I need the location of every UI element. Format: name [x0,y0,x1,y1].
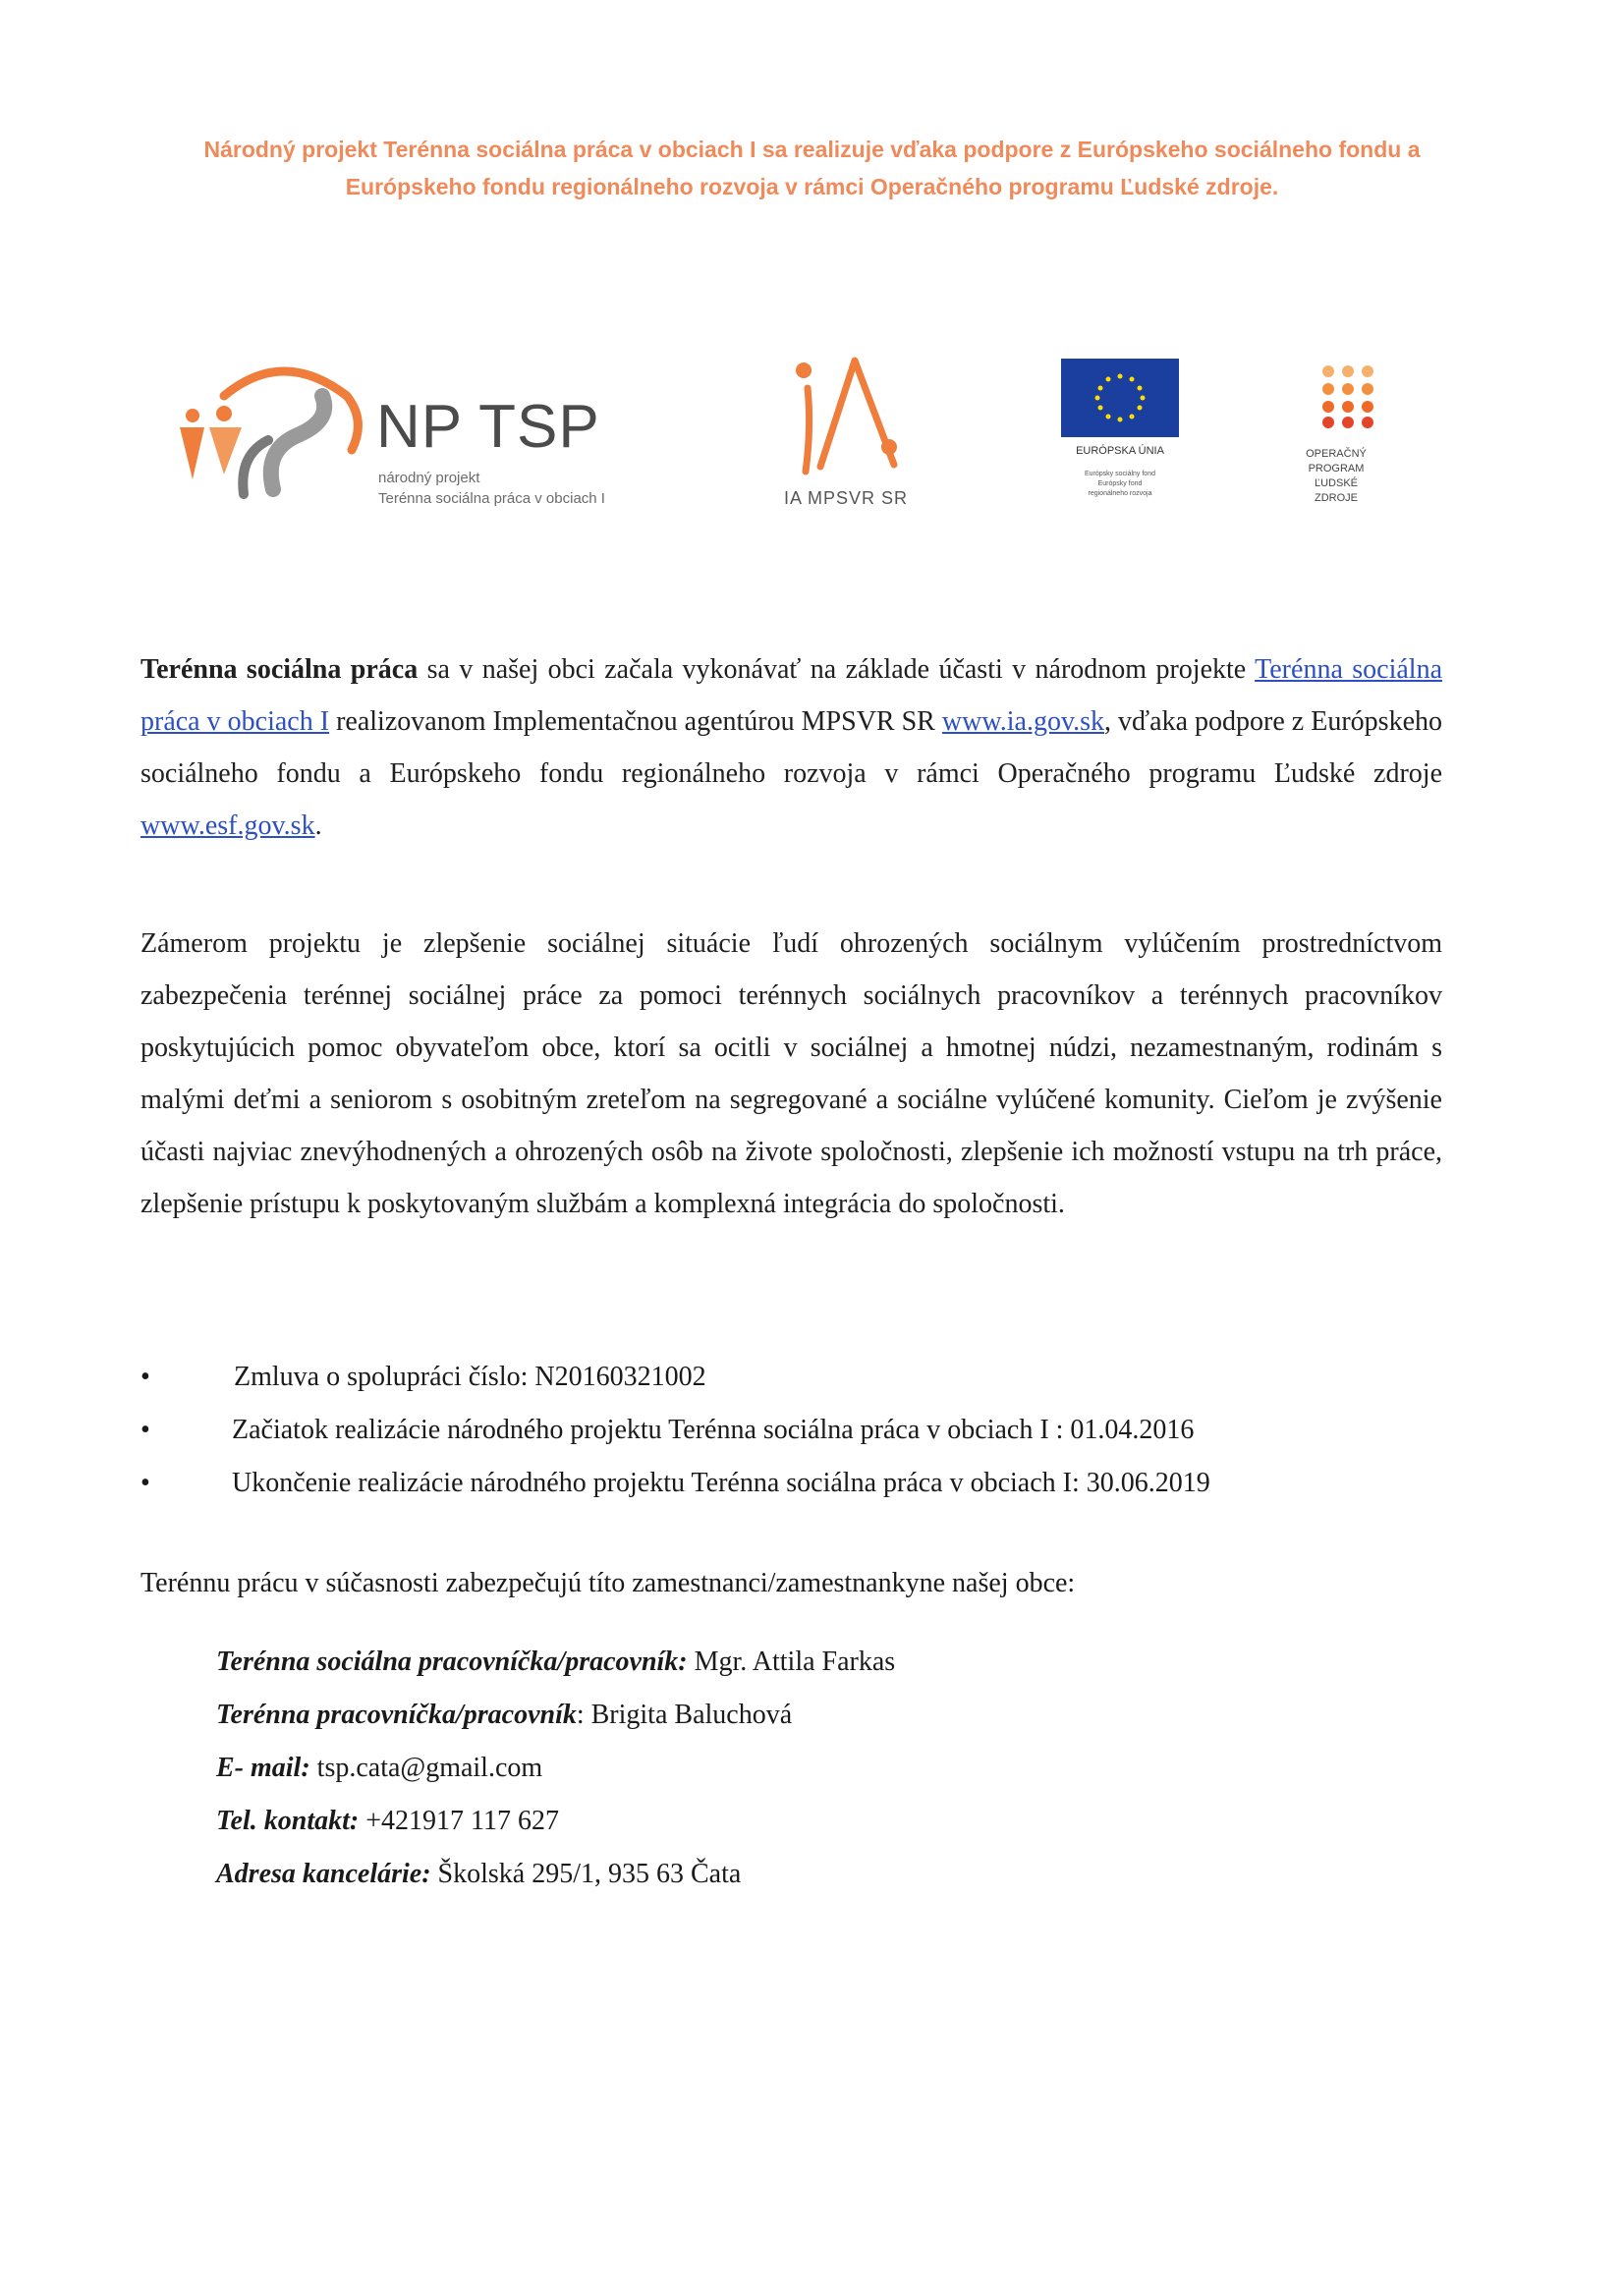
op-ludske-zdroje-logo [1297,363,1395,521]
opz-label-line: ZDROJE [1315,492,1358,504]
ia-mpsvr-emblem-icon [786,349,914,481]
staff-label: E- mail: [216,1753,310,1783]
staff-value: tsp.cata@gmail.com [309,1753,543,1783]
staff-intro: Terénnu prácu v súčasnosti zabezpečujú títo zamestnanci/zamestnankyne našej obce: [140,1568,1076,1598]
staff-value: Mgr. Attila Farkas [687,1647,896,1677]
eu-flag-icon [1061,359,1179,437]
project-link[interactable]: Terénna sociálna práca v obciach I [140,654,1442,737]
staff-office-address [216,1848,895,1901]
logo-row [0,349,1624,526]
aim-paragraph: Zámerom projektu je zlepšenie sociálnej situácie ľudí ohrozených sociálnym vylúčením prostredníctvom zabezpečenia terénnej sociálnej práce za pomoci terénnych sociálnych pracovníkov a terénnych pracovníkov poskytujúcich pomoc obyvateľom obce, ktorí sa ocitli v sociálnej a hmotnej núdzi, nezamestnaným, rodinám s malými deťmi a seniorom s osobitným zreteľom na segregované a sociálne vylúčené komunity. Cieľom je zvýšenie účasti najviac znevýhodnených a ohrozených osôb na živote spoločnosti, zlepšenie ich možností vstupu na trh práce, zlepšenie prístupu k poskytovaným službám a komplexná integrácia do spoločnosti. [140,928,1442,1219]
list-item [140,1351,1418,1404]
ia-mpsvr-label: IA MPSVR SR [784,488,909,508]
esf-gov-link[interactable]: www.esf.gov.sk [140,810,315,841]
op-ludske-zdroje-dots-icon [1318,363,1377,434]
project-end: Ukončenie realizácie národného projektu Terénna sociálna práca v obciach I: 30.06.2019 [232,1468,1210,1498]
intro-text-4: . [314,810,322,841]
staff-label: Adresa kancelárie: [216,1859,431,1889]
opz-label-line: PROGRAM [1308,463,1365,475]
project-start: Začiatok realizácie národného projektu Terénna sociálna práca v obciach I : 01.04.2016 [232,1415,1195,1445]
nptsp-subtitle-1: národný projekt [378,470,480,486]
eu-subtitle-line: Európsky sociálny fond [1085,471,1155,477]
opz-label-line: ĽUDSKÉ [1314,477,1359,489]
staff-value: +421917 117 627 [359,1806,559,1836]
staff-phone [216,1795,895,1848]
nptsp-logo [165,357,617,507]
intro-paragraph [140,643,1442,852]
project-funding-note: Národný projekt Terénna sociálna práca v obciach I sa realizuje vďaka podpore z Európskeho sociálneho fondu a Európskeho fondu regionálneho rozvoja v rámci Operačného programu Ľudské zdroje. [203,137,1421,199]
ia-gov-link[interactable]: www.ia.gov.sk [941,706,1105,737]
bullet-icon: • [140,1415,150,1445]
list-item [140,1457,1418,1510]
facts-list [140,1351,1418,1510]
eu-logo [1056,359,1194,516]
eu-subtitle-line: Európsky fond [1097,480,1143,487]
staff-list [216,1636,895,1901]
intro-bold-start: Terénna sociálna práca [140,654,419,685]
intro-text-3: , vďaka podpore z Európskeho sociálneho fondu a Európskeho fondu regionálneho rozvoja v rámci Operačného programu Ľudské zdroje [140,706,1443,789]
bullet-icon: • [140,1468,150,1498]
staff-label: Terénna pracovníčka/pracovník [216,1700,577,1730]
opz-label-line: OPERAČNÝ [1306,448,1367,460]
intro-text-1: sa v našej obci začala vykonávať na základe účasti v národnom projekte [418,654,1256,685]
staff-social-worker [216,1636,895,1689]
nptsp-title: NP TSP [376,393,600,461]
eu-subtitle-line: regionálneho rozvoja [1088,490,1152,497]
staff-label: Terénna sociálna pracovníčka/pracovník: [216,1647,688,1677]
ia-mpsvr-logo [766,349,933,516]
staff-label: Tel. kontakt: [216,1806,360,1836]
staff-field-worker [216,1689,895,1742]
bullet-icon: • [140,1362,150,1392]
staff-email [216,1742,895,1795]
eu-title: EURÓPSKA ÚNIA [1076,445,1164,457]
op-ludske-zdroje-label [1297,447,1375,506]
intro-text-2: realizovanom Implementačnou agentúrou MPSVR SR [329,706,942,737]
staff-value: : Brigita Baluchová [576,1700,793,1730]
nptsp-subtitle-2: Terénna sociálna práca v obciach I [378,490,605,507]
nptsp-emblem-icon [165,357,371,504]
contract-number: Zmluva o spolupráci číslo: N20160321002 [234,1362,706,1392]
staff-value: Školská 295/1, 935 63 Čata [430,1859,742,1889]
list-item [140,1404,1418,1457]
eu-subtitle [1056,470,1184,499]
